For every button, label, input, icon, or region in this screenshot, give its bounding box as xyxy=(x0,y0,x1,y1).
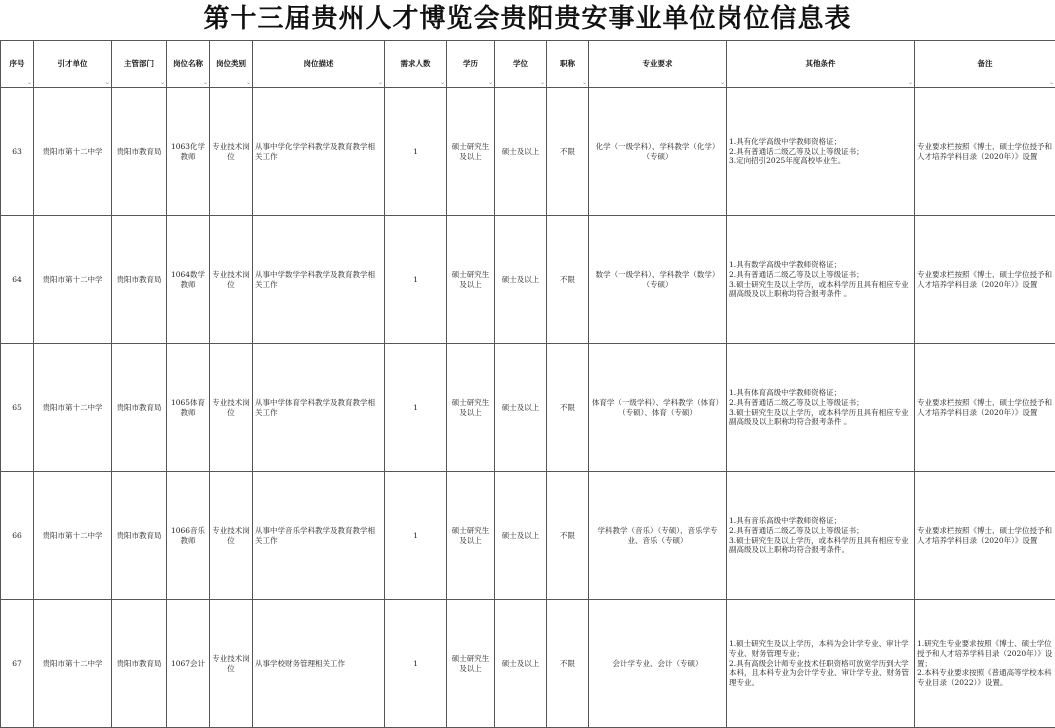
other-line: 3.硕士研究生及以上学历，或本科学历且具有相应专业副高级及以上职称均符合报考条件 。 xyxy=(729,408,912,428)
cell-desc[interactable]: 从事中学体育学科教学及教育教学相关工作 xyxy=(253,344,385,472)
cell-count[interactable]: 1 xyxy=(385,88,447,216)
cell-edu[interactable]: 硕士研究生及以上 xyxy=(447,216,495,344)
cell-degree[interactable]: 硕士及以上 xyxy=(495,216,547,344)
table-row xyxy=(1,88,1055,216)
col-header-label: 备注 xyxy=(978,59,993,68)
cell-edu[interactable]: 硕士研究生及以上 xyxy=(447,344,495,472)
col-header-title[interactable] xyxy=(547,41,589,88)
cell-title-req[interactable]: 不限 xyxy=(547,472,589,600)
other-line: 3.硕士研究生及以上学历，或本科学历且具有相应专业副高级及以上职称均符合报考条件 。 xyxy=(729,280,912,300)
table-row xyxy=(1,216,1055,344)
other-line: 2.具有普通话二级乙等及以上等级证书； xyxy=(729,526,912,536)
filter-arrow-icon[interactable]: ⌄ xyxy=(440,79,445,87)
filter-arrow-icon[interactable]: ⌄ xyxy=(27,79,32,87)
remark-line: 2.本科专业要求按照《普通高等学校本科专业目录（2022）》设置。 xyxy=(917,668,1053,688)
col-header-label: 专业要求 xyxy=(643,59,673,68)
filter-arrow-icon[interactable]: ⌄ xyxy=(488,79,493,87)
other-line: 1.具有数学高级中学教师资格证； xyxy=(729,260,912,270)
cell-post[interactable]: 1066音乐教师 xyxy=(167,472,210,600)
cell-remark[interactable] xyxy=(915,88,1055,216)
filter-arrow-icon[interactable]: ⌄ xyxy=(160,79,165,87)
other-line: 2.具有高级会计师专业技术任职资格可放宽学历到大学本科，且本科专业为会计学专业、审计学专业、财务管理专业。 xyxy=(729,659,912,688)
cell-category[interactable]: 专业技术岗位 xyxy=(210,216,253,344)
cell-title-req[interactable]: 不限 xyxy=(547,600,589,728)
col-header-edu[interactable] xyxy=(447,41,495,88)
cell-unit[interactable]: 贵阳市第十二中学 xyxy=(34,600,112,728)
cell-post[interactable]: 1067会计 xyxy=(167,600,210,728)
cell-major[interactable]: 体育学（一级学科）、学科教学（体育）（专硕）、体育（专硕） xyxy=(589,344,727,472)
table-row xyxy=(1,600,1055,728)
cell-other[interactable] xyxy=(727,600,915,728)
filter-arrow-icon[interactable]: ⌄ xyxy=(582,79,587,87)
other-line: 2.具有普通话二级乙等及以上等级证书； xyxy=(729,147,912,157)
remark-line: 专业要求栏按照《博士、硕士学位授予和人才培养学科目录（2020年）》设置 xyxy=(917,526,1053,546)
job-table xyxy=(0,40,1055,728)
col-header-label: 职称 xyxy=(560,59,575,68)
cell-major[interactable]: 化学（一级学科）、学科教学（化学）（专硕） xyxy=(589,88,727,216)
col-header-category[interactable] xyxy=(210,41,253,88)
cell-unit[interactable]: 贵阳市第十二中学 xyxy=(34,344,112,472)
cell-major[interactable]: 会计学专业、会计（专硕） xyxy=(589,600,727,728)
cell-dept[interactable]: 贵阳市教育局 xyxy=(112,344,167,472)
cell-count[interactable]: 1 xyxy=(385,600,447,728)
cell-unit[interactable]: 贵阳市第十二中学 xyxy=(34,472,112,600)
cell-desc[interactable]: 从事中学数学学科教学及教育教学相关工作 xyxy=(253,216,385,344)
remark-line: 专业要求栏按照《博士、硕士学位授予和人才培养学科目录（2020年）》设置 xyxy=(917,398,1053,418)
other-line: 1.具有体育高级中学教师资格证； xyxy=(729,388,912,398)
remark-line: 1.研究生专业要求按照《博士、硕士学位授予和人才培养学科目录（2020年）》设置； xyxy=(917,639,1053,668)
col-header-label: 引才单位 xyxy=(58,59,88,68)
col-header-desc[interactable] xyxy=(253,41,385,88)
cell-other[interactable] xyxy=(727,472,915,600)
cell-remark[interactable] xyxy=(915,600,1055,728)
cell-other[interactable] xyxy=(727,216,915,344)
table-row xyxy=(1,472,1055,600)
filter-arrow-icon[interactable]: ⌄ xyxy=(246,79,251,87)
col-header-degree[interactable] xyxy=(495,41,547,88)
cell-degree[interactable]: 硕士及以上 xyxy=(495,600,547,728)
cell-unit[interactable]: 贵阳市第十二中学 xyxy=(34,88,112,216)
col-header-label: 学历 xyxy=(463,59,478,68)
cell-category[interactable]: 专业技术岗位 xyxy=(210,600,253,728)
filter-arrow-icon[interactable]: ⌄ xyxy=(378,79,383,87)
col-header-remark[interactable] xyxy=(915,41,1055,88)
cell-remark[interactable] xyxy=(915,472,1055,600)
col-header-label: 学位 xyxy=(513,59,528,68)
filter-arrow-icon[interactable]: ⌄ xyxy=(540,79,545,87)
filter-arrow-icon[interactable]: ⌄ xyxy=(720,79,725,87)
cell-no[interactable]: 64 xyxy=(1,216,34,344)
cell-desc[interactable]: 从事中学音乐学科教学及教育教学相关工作 xyxy=(253,472,385,600)
other-line: 1.具有音乐高级中学教师资格证； xyxy=(729,516,912,526)
cell-major[interactable]: 数学（一级学科）、学科教学（数学）（专硕） xyxy=(589,216,727,344)
cell-title-req[interactable]: 不限 xyxy=(547,344,589,472)
cell-no[interactable]: 67 xyxy=(1,600,34,728)
cell-remark[interactable] xyxy=(915,216,1055,344)
other-line: 1.硕士研究生及以上学历，本科为会计学专业、审计学专业、财务管理专业； xyxy=(729,639,912,659)
other-line: 3.定向招引2025年度高校毕业生。 xyxy=(729,156,912,166)
col-header-major[interactable] xyxy=(589,41,727,88)
table-row xyxy=(1,344,1055,472)
col-header-label: 岗位类别 xyxy=(216,59,246,68)
cell-post[interactable]: 1065体育教师 xyxy=(167,344,210,472)
filter-arrow-icon[interactable]: ⌄ xyxy=(908,79,913,87)
cell-count[interactable]: 1 xyxy=(385,216,447,344)
cell-count[interactable]: 1 xyxy=(385,472,447,600)
cell-category[interactable]: 专业技术岗位 xyxy=(210,88,253,216)
other-line: 3.硕士研究生及以上学历，或本科学历且具有相应专业副高级及以上职称均符合报考条件。 xyxy=(729,536,912,556)
other-line: 2.具有普通话二级乙等及以上等级证书； xyxy=(729,270,912,280)
cell-no[interactable]: 63 xyxy=(1,88,34,216)
table-header-row xyxy=(1,41,1055,88)
cell-desc[interactable]: 从事学校财务管理相关工作 xyxy=(253,600,385,728)
col-header-dept[interactable] xyxy=(112,41,167,88)
cell-edu[interactable]: 硕士研究生及以上 xyxy=(447,88,495,216)
other-line: 1.具有化学高级中学教师资格证； xyxy=(729,137,912,147)
cell-major[interactable]: 学科教学（音乐）（专硕）、音乐学专业、音乐（专硕） xyxy=(589,472,727,600)
remark-line: 专业要求栏按照《博士、硕士学位授予和人才培养学科目录（2020年）》设置 xyxy=(917,270,1053,290)
cell-category[interactable]: 专业技术岗位 xyxy=(210,472,253,600)
page-title: 第十三届贵州人才博览会贵阳贵安事业单位岗位信息表 xyxy=(0,0,1055,38)
cell-degree[interactable]: 硕士及以上 xyxy=(495,344,547,472)
col-header-count[interactable] xyxy=(385,41,447,88)
cell-count[interactable]: 1 xyxy=(385,344,447,472)
col-header-unit[interactable] xyxy=(34,41,112,88)
cell-dept[interactable]: 贵阳市教育局 xyxy=(112,600,167,728)
cell-post[interactable]: 1063化学教师 xyxy=(167,88,210,216)
col-header-label: 其他条件 xyxy=(806,59,836,68)
cell-dept[interactable]: 贵阳市教育局 xyxy=(112,216,167,344)
col-header-post[interactable] xyxy=(167,41,210,88)
cell-no[interactable]: 66 xyxy=(1,472,34,600)
cell-dept[interactable]: 贵阳市教育局 xyxy=(112,88,167,216)
cell-edu[interactable]: 硕士研究生及以上 xyxy=(447,600,495,728)
cell-title-req[interactable]: 不限 xyxy=(547,216,589,344)
other-line: 2.具有普通话二级乙等及以上等级证书； xyxy=(729,398,912,408)
col-header-label: 岗位描述 xyxy=(304,59,334,68)
cell-remark[interactable] xyxy=(915,344,1055,472)
cell-unit[interactable]: 贵阳市第十二中学 xyxy=(34,216,112,344)
cell-title-req[interactable]: 不限 xyxy=(547,88,589,216)
cell-post[interactable]: 1064数学教师 xyxy=(167,216,210,344)
col-header-no[interactable] xyxy=(1,41,34,88)
filter-arrow-icon[interactable]: ⌄ xyxy=(105,79,110,87)
col-header-other[interactable] xyxy=(727,41,915,88)
cell-category[interactable]: 专业技术岗位 xyxy=(210,344,253,472)
col-header-label: 需求人数 xyxy=(401,59,431,68)
cell-degree[interactable]: 硕士及以上 xyxy=(495,88,547,216)
cell-other[interactable] xyxy=(727,88,915,216)
cell-desc[interactable]: 从事中学化学学科教学及教育教学相关工作 xyxy=(253,88,385,216)
cell-edu[interactable]: 硕士研究生及以上 xyxy=(447,472,495,600)
cell-other[interactable] xyxy=(727,344,915,472)
col-header-label: 序号 xyxy=(10,59,25,68)
cell-dept[interactable]: 贵阳市教育局 xyxy=(112,472,167,600)
filter-arrow-icon[interactable]: ⌄ xyxy=(203,79,208,87)
cell-no[interactable]: 65 xyxy=(1,344,34,472)
cell-degree[interactable]: 硕士及以上 xyxy=(495,472,547,600)
col-header-label: 岗位名称 xyxy=(173,59,203,68)
filter-arrow-icon[interactable]: ⌄ xyxy=(1049,79,1054,87)
remark-line: 专业要求栏按照《博士、硕士学位授予和人才培养学科目录（2020年）》设置 xyxy=(917,142,1053,162)
col-header-label: 主管部门 xyxy=(124,59,154,68)
